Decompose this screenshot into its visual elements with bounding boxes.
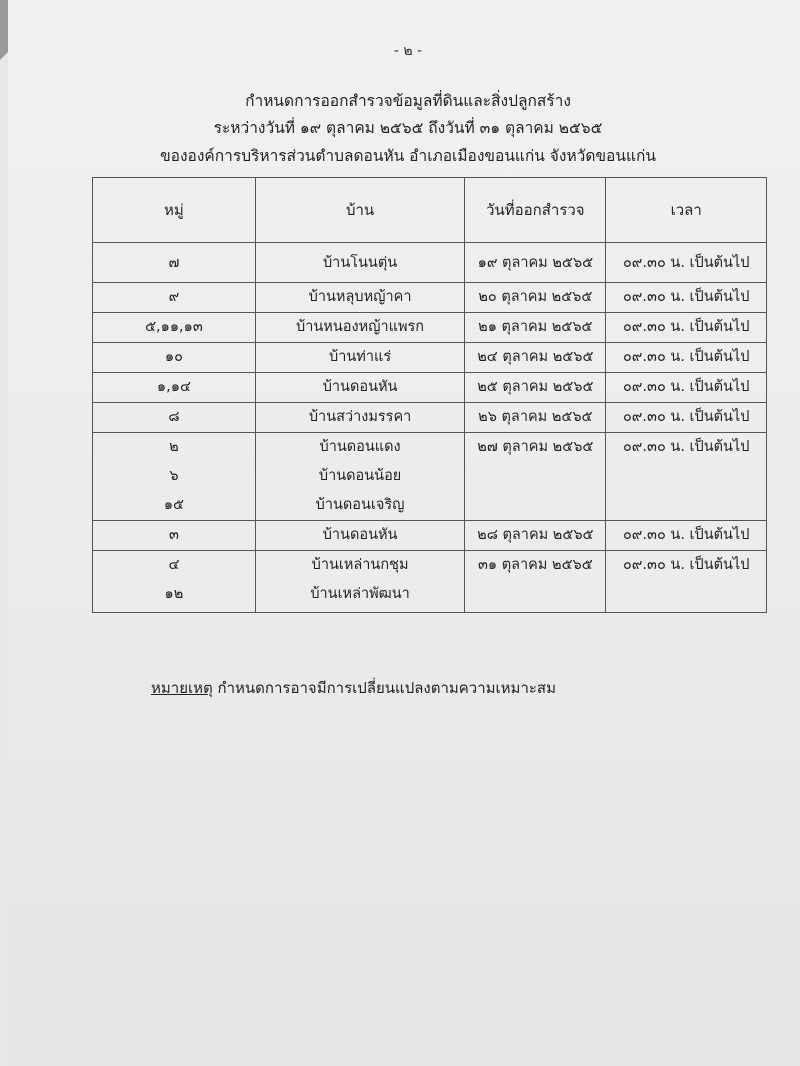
cell-village: [255, 313, 464, 343]
table-row: [93, 283, 767, 313]
cell-moo: [93, 283, 256, 313]
cell-moo-line: ๓: [168, 527, 179, 543]
cell-village: [255, 521, 464, 551]
cell-survey-date: [465, 343, 606, 373]
table-row: [93, 433, 767, 521]
cell-time: [606, 551, 767, 613]
cell-moo-line: ๕,๑๑,๑๓: [145, 319, 203, 335]
cell-survey-date-text: ๒๔ ตุลาคม ๒๕๖๕: [477, 349, 594, 365]
cell-time-text: ๐๙.๓๐ น. เป็นต้นไป: [622, 409, 750, 425]
cell-survey-date: [465, 521, 606, 551]
cell-survey-date-text: ๒๘ ตุลาคม ๒๕๖๕: [477, 527, 594, 543]
cell-survey-date-text: ๒๗ ตุลาคม ๒๕๖๕: [477, 439, 594, 455]
cell-village: [255, 433, 464, 521]
cell-survey-date-text: ๒๕ ตุลาคม ๒๕๖๕: [477, 379, 594, 395]
table-row: [93, 403, 767, 433]
cell-moo-line: ๑๒: [164, 586, 184, 602]
cell-moo: [93, 403, 256, 433]
cell-moo: [93, 313, 256, 343]
cell-time-text: ๐๙.๓๐ น. เป็นต้นไป: [622, 557, 750, 573]
cell-village: [255, 343, 464, 373]
cell-time: [606, 343, 767, 373]
cell-village: [255, 243, 464, 283]
cell-time-text: ๐๙.๓๐ น. เป็นต้นไป: [622, 255, 750, 271]
cell-survey-date-text: ๓๑ ตุลาคม ๒๕๖๕: [477, 557, 593, 573]
cell-time-text: ๐๙.๓๐ น. เป็นต้นไป: [622, 439, 750, 455]
cell-moo-line: ๑๕: [163, 497, 185, 513]
table-row: [93, 551, 767, 613]
cell-village-line: บ้านดอนเจริญ: [315, 497, 405, 513]
heading-organization: ขององค์การบริหารส่วนตำบลดอนหัน อำเภอเมืองขอนแก่น จังหวัดขอนแก่น: [160, 147, 656, 165]
cell-village-line: บ้านหนองหญ้าแพรก: [296, 319, 425, 335]
remark-note: [151, 676, 556, 700]
cell-moo: [93, 343, 256, 373]
remark-text: กำหนดการอาจมีการเปลี่ยนแปลงตามความเหมาะสม: [212, 679, 556, 697]
cell-survey-date: [465, 403, 606, 433]
cell-moo-line: ๘: [168, 409, 180, 425]
page-number: - ๒ -: [393, 43, 423, 59]
cell-survey-date: [465, 373, 606, 403]
cell-village-line: บ้านโนนตุ่น: [322, 255, 398, 271]
cell-village: [255, 283, 464, 313]
cell-time-text: ๐๙.๓๐ น. เป็นต้นไป: [622, 527, 750, 543]
cell-survey-date: [465, 243, 606, 283]
cell-time: [606, 373, 767, 403]
cell-moo-line: ๔: [168, 557, 180, 573]
cell-village-line: บ้านเหล่าพัฒนา: [310, 586, 410, 602]
cell-time: [606, 403, 767, 433]
cell-village: [255, 551, 464, 613]
document-sheet: [8, 0, 800, 1066]
remark-label: หมายเหตุ: [151, 679, 213, 697]
cell-survey-date: [465, 433, 606, 521]
survey-schedule-table: [92, 177, 767, 613]
cell-moo-line: ๖: [169, 468, 179, 484]
cell-survey-date-text: ๑๙ ตุลาคม ๒๕๖๕: [477, 255, 594, 271]
cell-village-line: บ้านดอนหัน: [322, 527, 398, 543]
cell-moo: [93, 551, 256, 613]
cell-survey-date-text: ๒๐ ตุลาคม ๒๕๖๕: [478, 289, 593, 305]
cell-village-line: บ้านสว่างมรรคา: [308, 409, 412, 425]
cell-survey-date: [465, 283, 606, 313]
header-survey-date: วันที่ออกสำรวจ: [465, 178, 606, 243]
header-moo: หมู่: [93, 178, 256, 243]
cell-moo: [93, 433, 256, 521]
cell-village-line: บ้านท่าแร่: [329, 349, 392, 365]
cell-village-line: บ้านเหล่านกชุม: [311, 557, 409, 573]
table-header-row: [93, 178, 767, 243]
cell-time-text: ๐๙.๓๐ น. เป็นต้นไป: [622, 289, 750, 305]
cell-time-text: ๐๙.๓๐ น. เป็นต้นไป: [622, 319, 750, 335]
cell-moo: [93, 243, 256, 283]
cell-survey-date-text: ๒๑ ตุลาคม ๒๕๖๕: [478, 319, 593, 335]
cell-time-text: ๐๙.๓๐ น. เป็นต้นไป: [622, 379, 750, 395]
cell-moo-line: ๙: [168, 289, 180, 305]
cell-time: [606, 433, 767, 521]
cell-survey-date: [465, 551, 606, 613]
cell-time: [606, 313, 767, 343]
cell-time: [606, 521, 767, 551]
cell-village-line: บ้านดอนแดง: [319, 439, 401, 455]
cell-village: [255, 403, 464, 433]
table-row: [93, 243, 767, 283]
table-body: [93, 243, 767, 613]
table-row: [93, 521, 767, 551]
header-time: เวลา: [606, 178, 767, 243]
cell-moo-line: ๑๐: [164, 349, 183, 365]
cell-moo: [93, 521, 256, 551]
cell-moo-line: ๑,๑๔: [156, 379, 191, 395]
heading-title: กำหนดการออกสำรวจข้อมูลที่ดินและสิ่งปลูกสร้าง: [245, 92, 571, 110]
cell-moo: [93, 373, 256, 403]
cell-survey-date: [465, 313, 606, 343]
cell-village-line: บ้านดอนหัน: [322, 379, 398, 395]
cell-village: [255, 373, 464, 403]
cell-time: [606, 283, 767, 313]
cell-time: [606, 243, 767, 283]
header-village: บ้าน: [255, 178, 464, 243]
cell-time-text: ๐๙.๓๐ น. เป็นต้นไป: [622, 349, 750, 365]
cell-survey-date-text: ๒๖ ตุลาคม ๒๕๖๕: [478, 409, 593, 425]
heading-date-range: ระหว่างวันที่ ๑๙ ตุลาคม ๒๕๖๕ ถึงวันที่ ๓๑ ตุลาคม ๒๕๖๕: [213, 119, 603, 137]
table-row: [93, 343, 767, 373]
cell-village-line: บ้านหลุบหญ้าคา: [308, 289, 412, 305]
cell-moo-line: ๒: [169, 439, 179, 455]
table-row: [93, 373, 767, 403]
cell-moo-line: ๗: [168, 255, 180, 271]
cell-village-line: บ้านดอนน้อย: [318, 468, 402, 484]
table-row: [93, 313, 767, 343]
